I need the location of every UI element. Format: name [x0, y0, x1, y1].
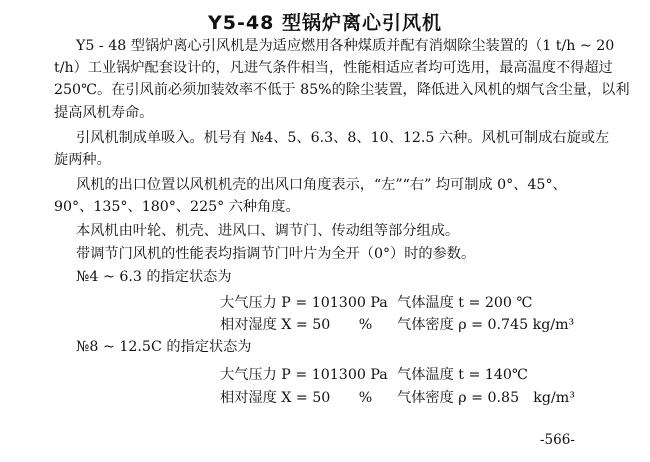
spec-1-pressure: 大气压力 P = 101300 Pa: [220, 295, 388, 311]
paragraph-5: 带调节门风机的性能表均指调节门叶片为全开（0°）时的参数。: [76, 246, 476, 262]
page-number: -566-: [540, 432, 575, 448]
paragraph-2-line-2: 旋两种。: [54, 152, 111, 168]
paragraph-4: 本风机由叶轮、机壳、进风口、调节门、传动组等部分组成。: [76, 223, 460, 239]
paragraph-1-line-3: 250℃。在引风前必须加装效率不低于 85%的除尘装置，降低进入风机的烟气含尘量，以利: [54, 82, 630, 98]
spec-2-temperature: 气体温度 t = 140℃: [397, 367, 528, 383]
spec-1-humidity: 相对湿度 X = 50 %: [220, 317, 373, 333]
paragraph-1-line-2: t/h）工业锅炉配套设计的，凡进气条件相当，性能相适应者均可选用，最高温度不得超过: [54, 60, 613, 76]
page-title: Y5-48 型锅炉离心引风机: [208, 12, 442, 34]
spec-2-pressure: 大气压力 P = 101300 Pa: [220, 367, 388, 383]
paragraph-2-line-1: 引风机制成单吸入。机号有 №4、5、6.3、8、10、12.5 六种。风机可制成右旋或左: [76, 130, 610, 146]
paragraph-1-line-1: Y5 - 48 型锅炉离心引风机是为适应燃用各种煤质并配有消烟除尘装置的（1 t/h ~ 20: [76, 38, 615, 54]
spec-2-density: 气体密度 ρ = 0.85 kg/m³: [397, 390, 575, 406]
paragraph-3-line-2: 90°、135°、180°、225° 六种角度。: [54, 199, 300, 215]
spec-2-humidity: 相对湿度 X = 50 %: [220, 390, 373, 406]
spec-2-heading: №8 ~ 12.5C 的指定状态为: [76, 339, 252, 355]
paragraph-1-line-4: 提高风机寿命。: [54, 105, 154, 121]
spec-1-temperature: 气体温度 t = 200 ℃: [397, 295, 533, 311]
spec-1-heading: №4 ~ 6.3 的指定状态为: [76, 269, 232, 285]
spec-1-density: 气体密度 ρ = 0.745 kg/m³: [397, 317, 575, 333]
paragraph-3-line-1: 风机的出口位置以风机机壳的出风口角度表示，“左”“右” 均可制成 0°、45°、: [76, 177, 567, 193]
